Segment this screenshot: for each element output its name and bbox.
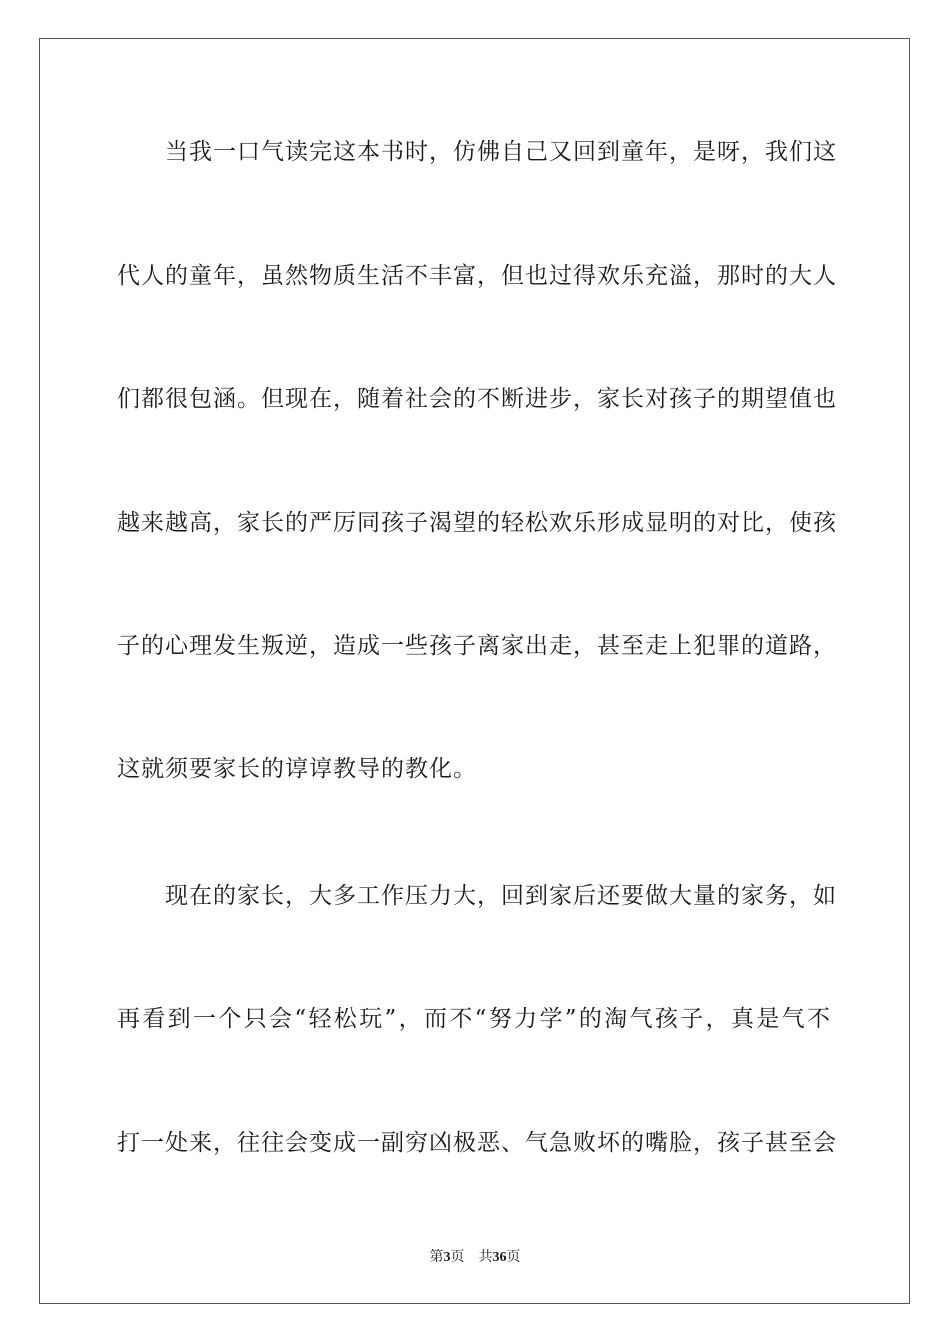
- footer-total-prefix: 共: [478, 1249, 493, 1265]
- footer-total-pages: 36: [492, 1250, 507, 1265]
- paragraph-1-line-2: 代人的童年，虽然物质生活不丰富，但也过得欢乐充溢，那时的大人: [117, 263, 837, 289]
- paragraph-1-line-1: 当我一口气读完这本书时，仿佛自己又回到童年，是呀，我们这: [165, 139, 837, 165]
- footer-total-suffix: 页: [506, 1249, 521, 1265]
- footer-page-suffix: 页: [450, 1249, 465, 1265]
- paragraph-1-line-4: 越来越高，家长的严厉同孩子渴望的轻松欢乐形成显明的对比，使孩: [117, 510, 837, 536]
- paragraph-1-line-5: 子的心理发生叛逆，造成一些孩子离家出走，甚至走上犯罪的道路，: [117, 633, 837, 659]
- footer-page-prefix: 第: [429, 1249, 444, 1265]
- footer-page-number: 3: [443, 1250, 451, 1265]
- paragraph-1-line-6: 这就须要家长的谆谆教导的教化。: [117, 756, 477, 782]
- page-footer: [0, 1248, 950, 1267]
- paragraph-2-line-1: 现在的家长，大多工作压力大，回到家后还要做大量的家务，如: [165, 883, 837, 909]
- paragraph-2-line-2: 再看到一个只会“轻松玩”，而不“努力学”的淘气孩子，真是气不: [117, 1006, 831, 1032]
- page-border: [39, 38, 910, 1304]
- paragraph-1-line-3: 们都很包涵。但现在，随着社会的不断进步，家长对孩子的期望值也: [117, 386, 837, 412]
- paragraph-2-line-3: 打一处来，往往会变成一副穷凶极恶、气急败坏的嘴脸，孩子甚至会: [117, 1130, 837, 1156]
